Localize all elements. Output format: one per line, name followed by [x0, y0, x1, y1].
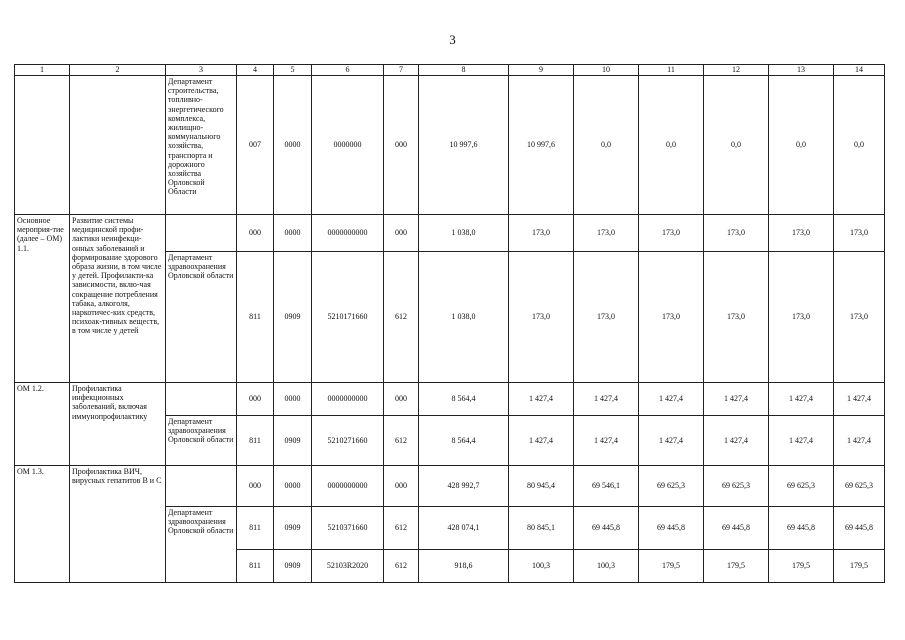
column-number: 5	[274, 65, 312, 76]
cell-value: 000	[237, 215, 274, 252]
responsible-executor: Департамент строительства, топливно-энергетического комплекса, жилищно-коммунального хозяйства, транспорта и дорожного хозяйства Орловской Области	[166, 76, 237, 215]
column-number: 2	[70, 65, 166, 76]
cell-value: 0000	[274, 215, 312, 252]
cell-value: 69 445,8	[834, 507, 885, 550]
cell-value: 0000000000	[312, 215, 384, 252]
cell-value: 612	[384, 416, 419, 466]
column-number-row	[15, 65, 885, 76]
cell-value: 0909	[274, 507, 312, 550]
cell-value: 1 427,4	[704, 416, 769, 466]
column-number: 7	[384, 65, 419, 76]
measure-name: Профилактика инфекционных заболеваний, включая иммунопрофилактику	[70, 383, 166, 466]
cell-value: 612	[384, 507, 419, 550]
table-row	[15, 76, 885, 215]
cell-value: 173,0	[574, 215, 639, 252]
cell-value: 1 427,4	[834, 383, 885, 416]
cell-value: 80 845,1	[509, 507, 574, 550]
cell-value: 173,0	[639, 215, 704, 252]
measure-code: ОМ 1.3.	[15, 466, 70, 583]
cell-value: 69 625,3	[704, 466, 769, 507]
cell-value: 612	[384, 550, 419, 583]
cell-value: 811	[237, 550, 274, 583]
cell-value: 69 445,8	[639, 507, 704, 550]
column-number: 9	[509, 65, 574, 76]
cell-value: 1 427,4	[639, 383, 704, 416]
cell-value: 0,0	[704, 76, 769, 215]
column-number: 8	[419, 65, 509, 76]
column-number: 14	[834, 65, 885, 76]
cell-value: 69 625,3	[639, 466, 704, 507]
cell-value: 173,0	[834, 215, 885, 252]
cell-value: 5210271660	[312, 416, 384, 466]
cell-value: 1 427,4	[509, 383, 574, 416]
cell-value: 0000	[274, 466, 312, 507]
measure-code: ОМ 1.2.	[15, 383, 70, 466]
cell-value: 5210371660	[312, 507, 384, 550]
cell-value: 612	[384, 252, 419, 383]
cell-value: 69 445,8	[704, 507, 769, 550]
cell-value: 69 625,3	[769, 466, 834, 507]
column-number: 13	[769, 65, 834, 76]
table-row	[15, 215, 885, 252]
cell-value: 428 992,7	[419, 466, 509, 507]
cell-value: 5210171660	[312, 252, 384, 383]
cell-value: 8 564,4	[419, 383, 509, 416]
cell-value: 811	[237, 252, 274, 383]
cell-value: 0909	[274, 252, 312, 383]
cell-value: 0000	[274, 383, 312, 416]
cell-value: 179,5	[834, 550, 885, 583]
cell-value: 10 997,6	[419, 76, 509, 215]
cell-value: 173,0	[704, 252, 769, 383]
page-number: 3	[449, 32, 456, 47]
cell-value: 0000000000	[312, 466, 384, 507]
cell-value: 0,0	[834, 76, 885, 215]
budget-table	[14, 64, 885, 583]
cell-value: 1 427,4	[704, 383, 769, 416]
cell-value: 100,3	[509, 550, 574, 583]
cell-value: 173,0	[639, 252, 704, 383]
cell-value: 173,0	[769, 252, 834, 383]
cell-value: 179,5	[704, 550, 769, 583]
responsible-executor: Департамент здравоохранения Орловской области	[166, 507, 237, 583]
cell-value: 0,0	[769, 76, 834, 215]
cell-value: 173,0	[769, 215, 834, 252]
responsible-executor: Департамент здравоохранения Орловской области	[166, 252, 237, 383]
cell-value: 1 427,4	[769, 383, 834, 416]
column-number: 10	[574, 65, 639, 76]
measure-name: Профилактика ВИЧ, вирусных гепатитов В и С	[70, 466, 166, 583]
measure-code: Основное мероприя-тие (далее – ОМ) 1.1.	[15, 215, 70, 383]
cell-value: 1 427,4	[509, 416, 574, 466]
cell-value: 1 427,4	[574, 416, 639, 466]
column-number: 6	[312, 65, 384, 76]
cell-value: 0000000000	[312, 383, 384, 416]
cell-value: 0000	[274, 76, 312, 215]
cell-value: 1 427,4	[639, 416, 704, 466]
cell-value: 173,0	[509, 215, 574, 252]
cell-value: 8 564,4	[419, 416, 509, 466]
cell-value: 1 427,4	[834, 416, 885, 466]
table-row	[15, 466, 885, 507]
cell-value: 000	[384, 76, 419, 215]
column-number: 4	[237, 65, 274, 76]
cell-value: 0,0	[639, 76, 704, 215]
cell-value: 179,5	[639, 550, 704, 583]
cell-value: 007	[237, 76, 274, 215]
cell-value: 69 445,8	[769, 507, 834, 550]
cell-value: 0000000	[312, 76, 384, 215]
cell-value: 000	[237, 466, 274, 507]
table-row	[15, 383, 885, 416]
cell-value: 000	[384, 215, 419, 252]
cell-value: 1 427,4	[574, 383, 639, 416]
cell-value: 173,0	[834, 252, 885, 383]
column-number: 12	[704, 65, 769, 76]
column-number: 3	[166, 65, 237, 76]
cell-value: 0909	[274, 416, 312, 466]
cell-value: 1 038,0	[419, 215, 509, 252]
cell-value: 000	[384, 466, 419, 507]
cell-value: 69 546,1	[574, 466, 639, 507]
cell-value: 69 625,3	[834, 466, 885, 507]
cell-value: 10 997,6	[509, 76, 574, 215]
cell-value: 918,6	[419, 550, 509, 583]
cell-value: 69 445,8	[574, 507, 639, 550]
cell-value: 80 945,4	[509, 466, 574, 507]
responsible-executor: Департамент здравоохранения Орловской области	[166, 416, 237, 466]
measure-name: Развитие системы медицинской профи-лактики неинфекци-онных заболеваний и формирование здорового образа жизни, в том числе у детей. Профилакти-ка зависимости, вклю-чая сокращение потребления табака, алкоголя, наркотичес-ких средств, психоак-тивных веществ, в том числе у детей	[70, 215, 166, 383]
cell-value: 811	[237, 507, 274, 550]
cell-value: 52103R2020	[312, 550, 384, 583]
cell-value: 1 038,0	[419, 252, 509, 383]
column-number: 1	[15, 65, 70, 76]
column-number: 11	[639, 65, 704, 76]
cell-value: 100,3	[574, 550, 639, 583]
cell-value: 1 427,4	[769, 416, 834, 466]
cell-value: 0,0	[574, 76, 639, 215]
cell-value: 811	[237, 416, 274, 466]
cell-value: 000	[384, 383, 419, 416]
cell-value: 173,0	[704, 215, 769, 252]
cell-value: 179,5	[769, 550, 834, 583]
cell-value: 173,0	[574, 252, 639, 383]
cell-value: 428 074,1	[419, 507, 509, 550]
cell-value: 0909	[274, 550, 312, 583]
cell-value: 173,0	[509, 252, 574, 383]
cell-value: 000	[237, 383, 274, 416]
